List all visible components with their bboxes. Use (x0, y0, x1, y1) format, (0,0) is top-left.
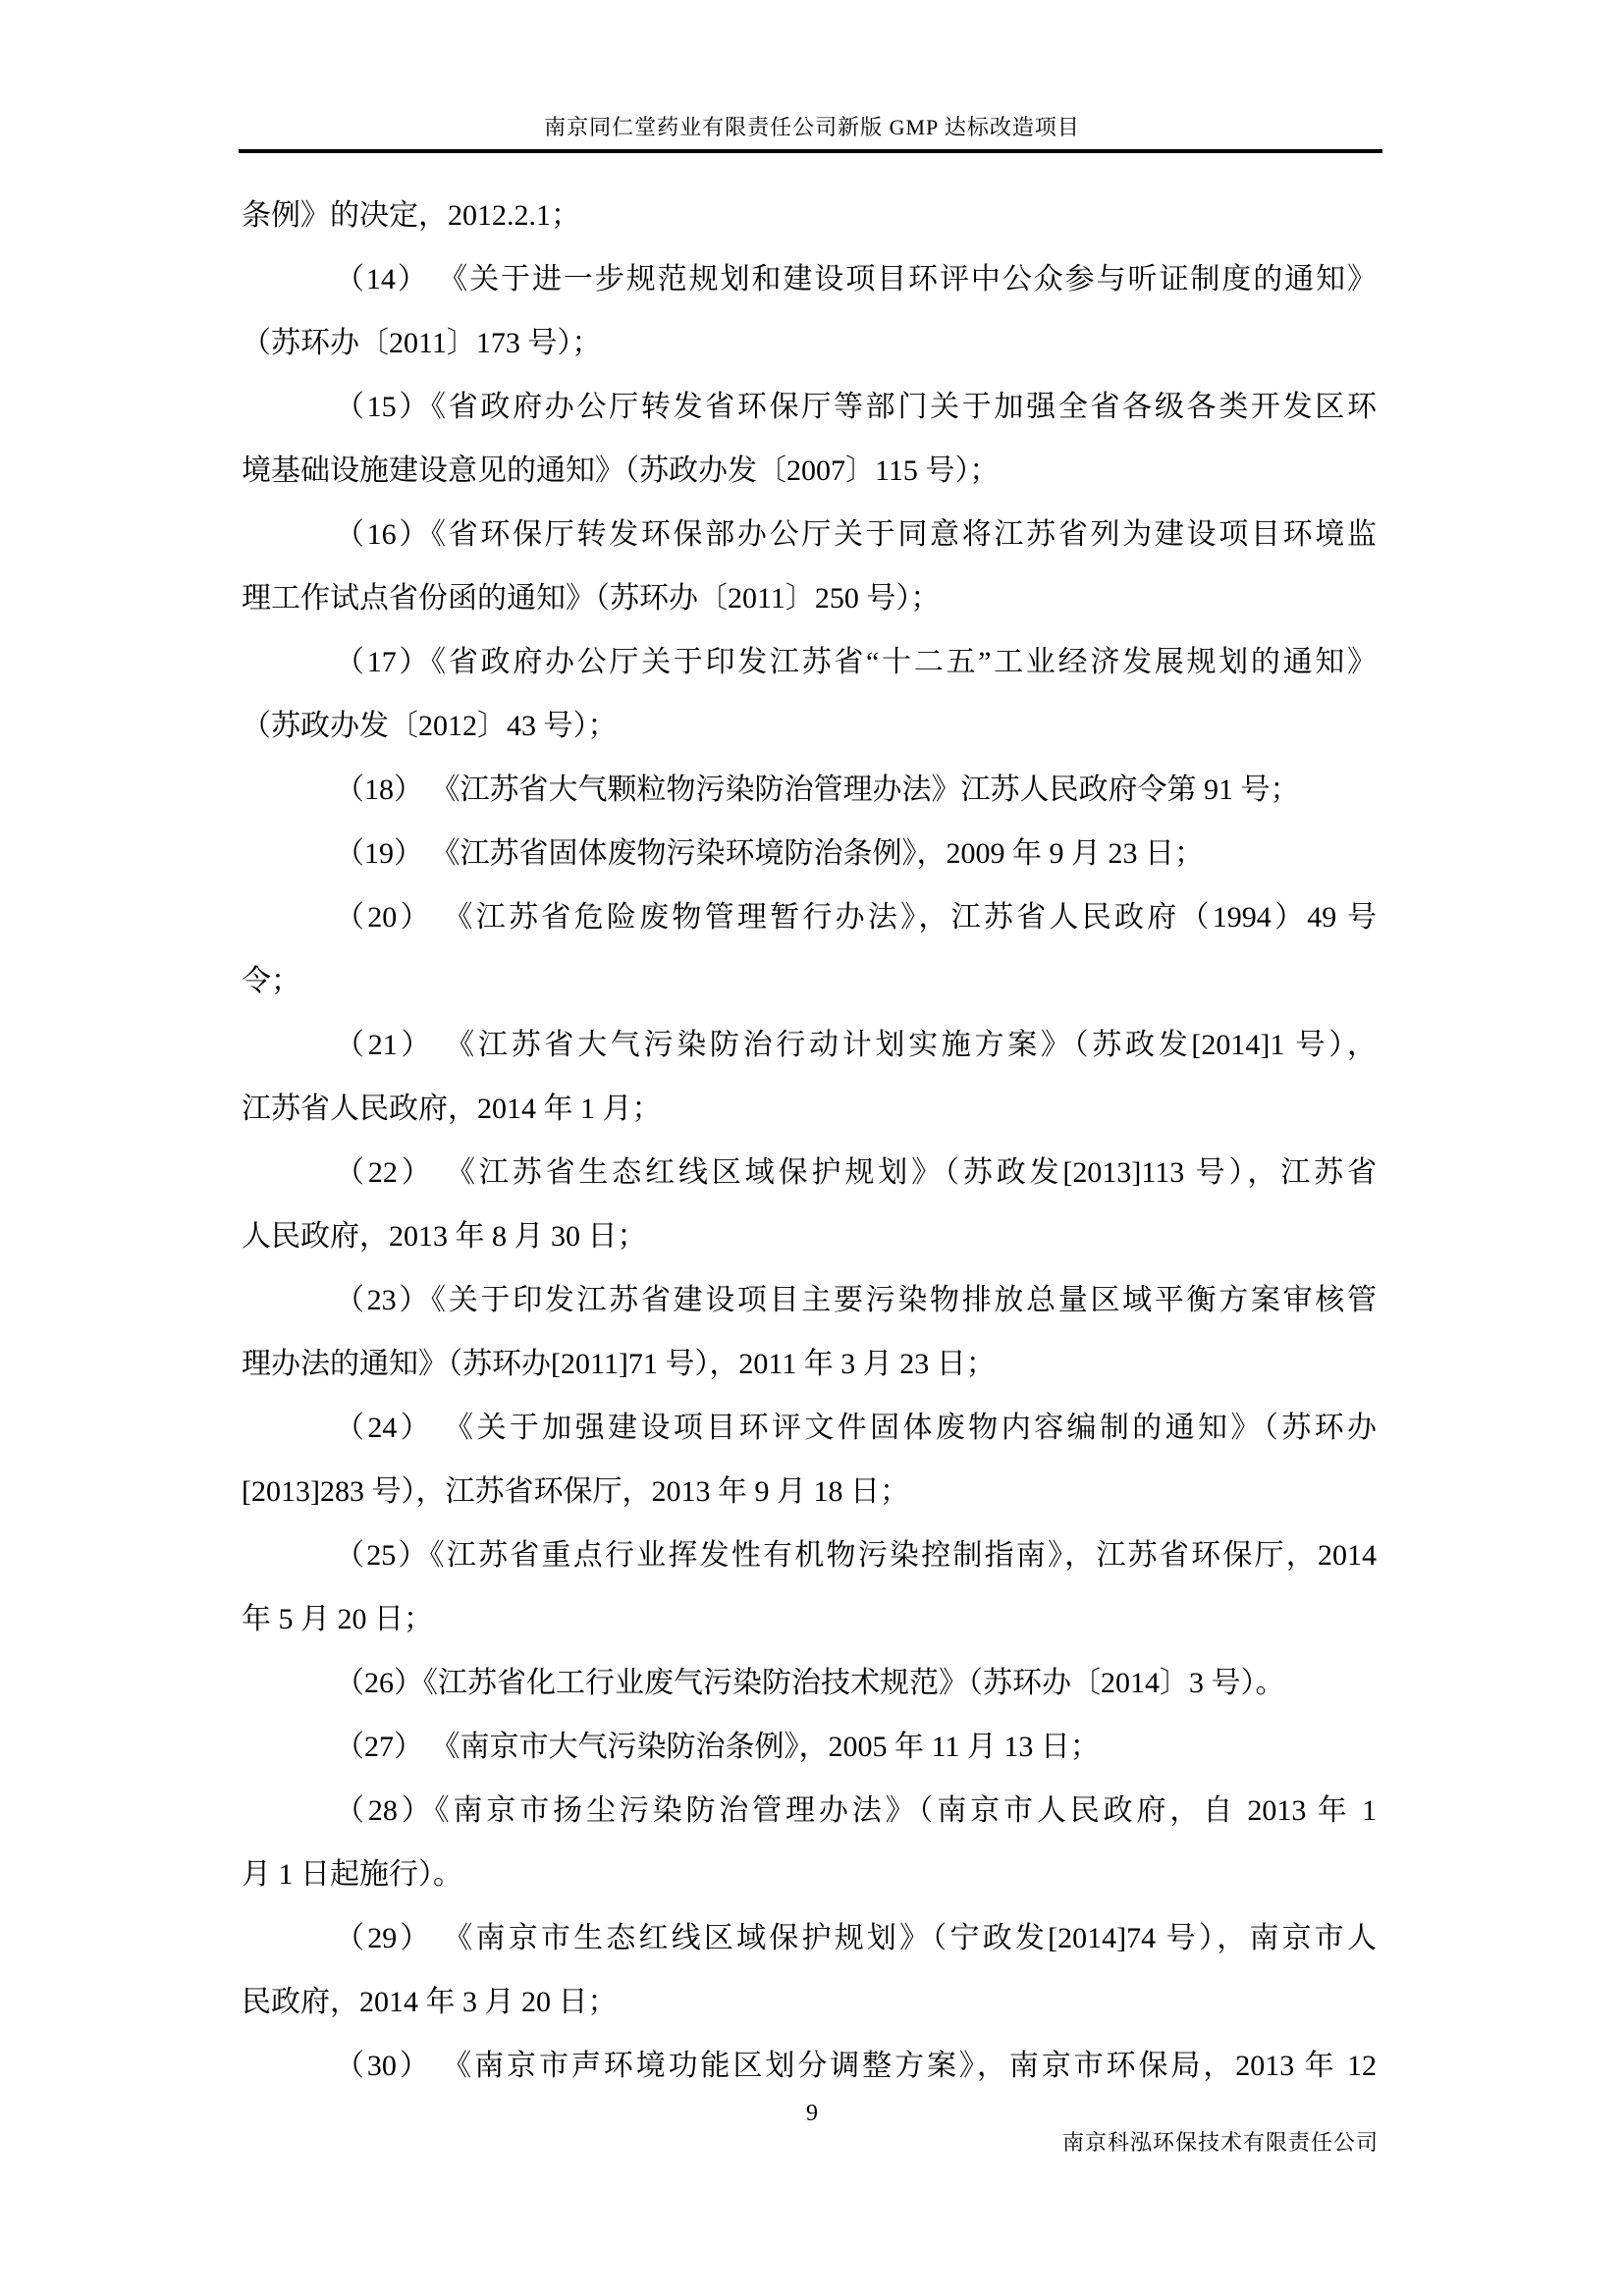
body-line: （15）《省政府办公厅转发省环保厅等部门关于加强全省各级各类开发区环 (335, 391, 1377, 423)
body-line: （苏政办发〔2012〕43 号）； (242, 710, 618, 742)
body-line: 条例》的决定，2012.2.1； (242, 199, 580, 232)
body-line: 月 1 日起施行）。 (242, 1858, 462, 1891)
body-line: （18） 《江苏省大气颗粒物污染防治管理办法》江苏人民政府令第 91 号； (335, 774, 1300, 806)
body-line: 江苏省人民政府，2014 年 1 月； (242, 1093, 662, 1125)
body-line: （22） 《江苏省生态红线区域保护规划》（苏政发[2013]113 号），江苏省 (335, 1156, 1377, 1189)
body-line: 年 5 月 20 日； (242, 1603, 433, 1635)
body-line: 人民政府，2013 年 8 月 30 日； (242, 1220, 647, 1253)
body-line: 理工作试点省份函的通知》（苏环办〔2011〕250 号）； (242, 582, 941, 614)
header-rule (239, 149, 1382, 153)
body-line: （20） 《江苏省危险废物管理暂行办法》，江苏省人民政府（1994）49 号 (335, 901, 1377, 934)
body-line: （24） 《关于加强建设项目环评文件固体废物内容编制的通知》（苏环办 (335, 1412, 1377, 1444)
body-line: [2013]283 号），江苏省环保厅，2013 年 9 月 18 日； (242, 1475, 909, 1508)
body-line: 境基础设施建设意见的通知》（苏政办发〔2007〕115 号）； (242, 454, 1000, 487)
body-line: （25）《江苏省重点行业挥发性有机物污染控制指南》，江苏省环保厅，2014 (335, 1539, 1377, 1572)
body-line: （29） 《南京市生态红线区域保护规划》（宁政发[2014]74 号），南京市人 (335, 1922, 1377, 1954)
body-line: （26）《江苏省化工行业废气污染防治技术规范》（苏环办〔2014〕3 号）。 (335, 1667, 1285, 1699)
body-line: （21） 《江苏省大气污染防治行动计划实施方案》（苏政发[2014]1 号）， (335, 1029, 1377, 1061)
document-body (242, 184, 1377, 2098)
header-title: 南京同仁堂药业有限责任公司新版 GMP 达标改造项目 (544, 115, 1080, 139)
body-line: 理办法的通知》（苏环办[2011]71 号），2011 年 3 月 23 日； (242, 1348, 996, 1380)
body-line: （23）《关于印发江苏省建设项目主要污染物排放总量区域平衡方案审核管 (335, 1284, 1377, 1316)
body-line: （27） 《南京市大气污染防治条例》，2005 年 11 月 13 日； (335, 1731, 1100, 1763)
body-line: （17）《省政府办公厅关于印发江苏省“十二五”工业经济发展规划的通知》 (335, 646, 1377, 678)
footer-company: 南京科泓环保技术有限责任公司 (1061, 2130, 1379, 2155)
page-number: 9 (806, 2101, 818, 2126)
body-line: （16）《省环保厅转发环保部办公厅关于同意将江苏省列为建设项目环境监 (335, 518, 1377, 551)
body-line: 民政府，2014 年 3 月 20 日； (242, 1986, 618, 2018)
body-line: （28）《南京市扬尘污染防治管理办法》（南京市人民政府，自 2013 年 1 (335, 1794, 1377, 1827)
body-line: （14） 《关于进一步规范规划和建设项目环评中公众参与听证制度的通知》 (335, 263, 1377, 295)
body-line: （30） 《南京市声环境功能区划分调整方案》，南京市环保局，2013 年 12 (335, 2050, 1377, 2082)
body-line: 令； (242, 965, 300, 997)
body-line: （苏环办〔2011〕173 号）； (242, 327, 602, 359)
body-line: （19） 《江苏省固体废物污染环境防治条例》，2009 年 9 月 23 日； (335, 837, 1204, 870)
